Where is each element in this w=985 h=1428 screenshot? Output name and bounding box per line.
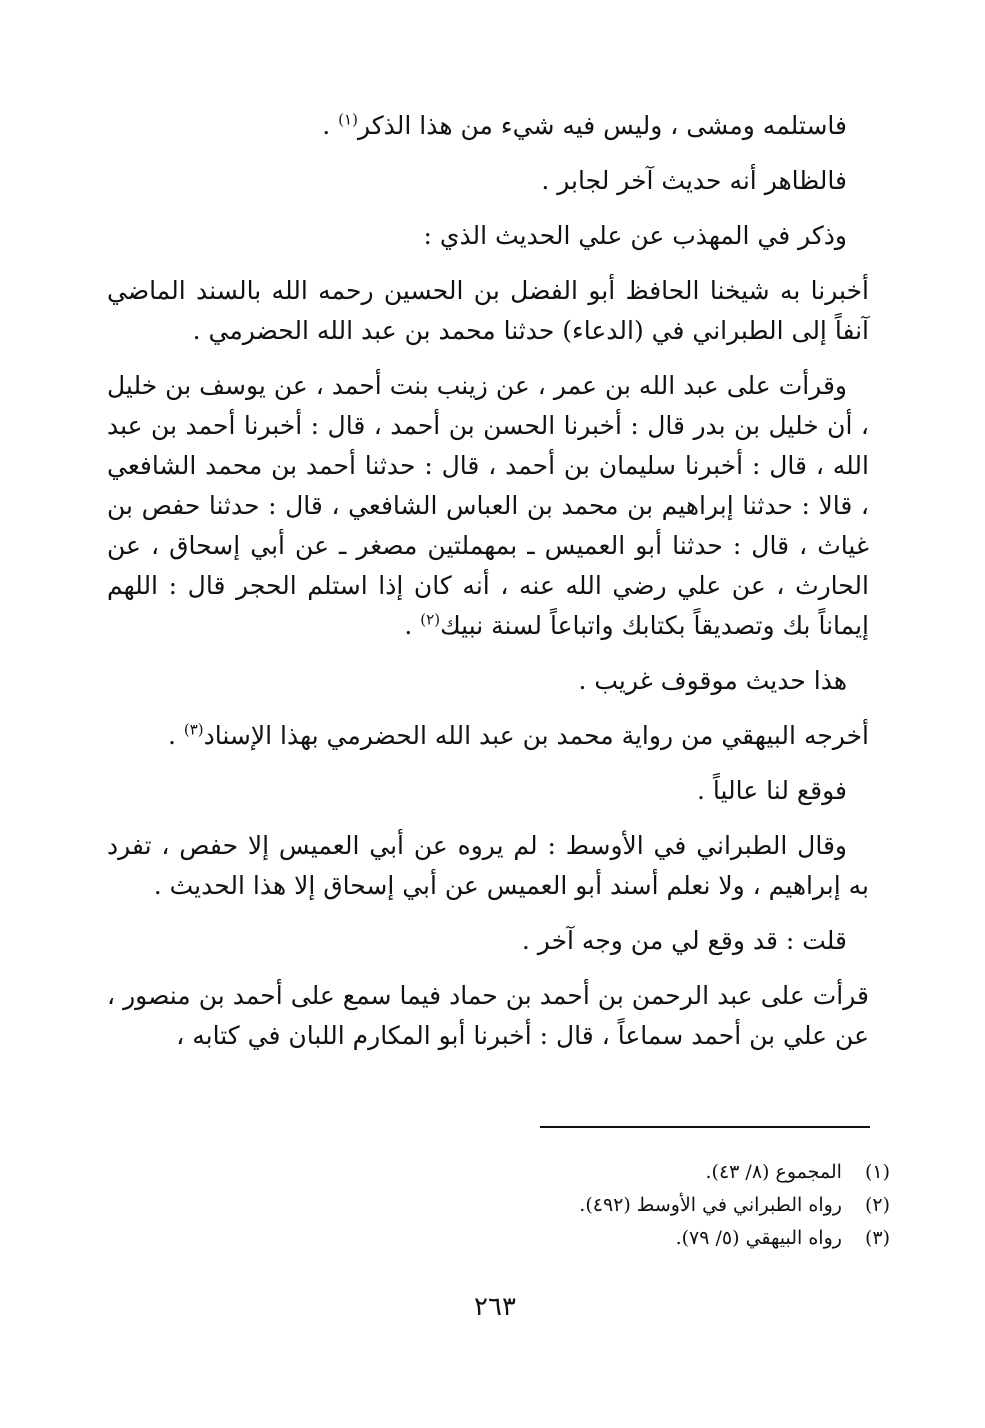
paragraph-text: وقال الطبراني في الأوسط : لم يروه عن أبي العميس إلا حفص ، تفرد به إبراهيم ، ولا نعلم أسند أبو العميس عن أبي إسحاق إلا هذا الحديث . <box>107 831 869 900</box>
footnote-ref: (٣) <box>183 720 204 739</box>
paragraph <box>107 921 869 961</box>
paragraph <box>107 106 869 146</box>
footnote-text: المجموع (٨/ ٤٣). <box>705 1161 842 1183</box>
paragraph-text: فوقع لنا عالياً . <box>697 776 847 805</box>
paragraph <box>107 366 869 646</box>
footnote <box>300 1156 890 1189</box>
page-number: ٢٦٣ <box>474 1292 516 1322</box>
footnote <box>300 1189 890 1222</box>
footnotes <box>300 1156 890 1255</box>
footnote-text: رواه البيهقي (٥/ ٧٩). <box>675 1227 842 1249</box>
paragraph <box>107 716 869 756</box>
paragraph-text: أخرجه البيهقي من رواية محمد بن عبد الله الحضرمي بهذا الإسناد <box>203 721 869 750</box>
paragraph-text: فالظاهر أنه حديث آخر لجابر . <box>541 166 847 195</box>
footnote-text: رواه الطبراني في الأوسط (٤٩٢). <box>579 1194 842 1216</box>
paragraph <box>107 976 869 1056</box>
paragraph-text: أخبرنا به شيخنا الحافظ أبو الفضل بن الحسين رحمه الله بالسند الماضي آنفاً إلى الطبراني في (الدعاء) حدثنا محمد بن عبد الله الحضرمي . <box>107 276 869 345</box>
paragraph-text: وقرأت على عبد الله بن عمر ، عن زينب بنت أحمد ، عن يوسف بن خليل ، أن خليل بن بدر قال : أخبرنا الحسن بن أحمد ، قال : أخبرنا أحمد بن عبد الله ، قال : أخبرنا سليمان بن أحمد ، قال : حدثنا أحمد بن محمد الشافعي ، قالا : حدثنا إبراهيم بن محمد بن العباس الشافعي ، قال : حدثنا حفص بن غياث ، قال : حدثنا أبو العميس ـ بمهملتين مصغر ـ عن أبي إسحاق ، عن الحارث ، عن علي رضي الله عنه ، أنه كان إذا استلم الحجر قال : اللهم إيماناً بك وتصديقاً بكتابك واتباعاً لسنة نبيك <box>107 371 869 640</box>
footnote-number: (٢) <box>864 1194 890 1216</box>
paragraph-text: فاستلمه ومشى ، وليس فيه شيء من هذا الذكر <box>357 111 847 140</box>
paragraph-end: . <box>404 611 421 640</box>
paragraph-end: . <box>167 721 184 750</box>
footnote-divider <box>540 1126 870 1128</box>
paragraph-text: قلت : قد وقع لي من وجه آخر . <box>521 926 847 955</box>
paragraph <box>107 771 869 811</box>
footnote-ref: (٢) <box>420 610 441 629</box>
footnote-number: (١) <box>864 1161 890 1183</box>
paragraph <box>107 271 869 351</box>
paragraph-text: وذكر في المهذب عن علي الحديث الذي : <box>423 221 847 250</box>
main-text <box>107 106 869 1056</box>
paragraph-text: قرأت على عبد الرحمن بن أحمد بن حماد فيما سمع على أحمد بن منصور ، عن علي بن أحمد سماعاً ، قال : أخبرنا أبو المكارم اللبان في كتابه ، <box>107 981 869 1050</box>
paragraph <box>107 661 869 701</box>
paragraph-text: هذا حديث موقوف غريب . <box>578 666 847 695</box>
footnote-number: (٣) <box>864 1227 890 1249</box>
paragraph-end: . <box>322 111 339 140</box>
paragraph <box>107 161 869 201</box>
footnote <box>300 1222 890 1255</box>
paragraph <box>107 216 869 256</box>
footnote-ref: (١) <box>338 110 358 129</box>
paragraph <box>107 826 869 906</box>
